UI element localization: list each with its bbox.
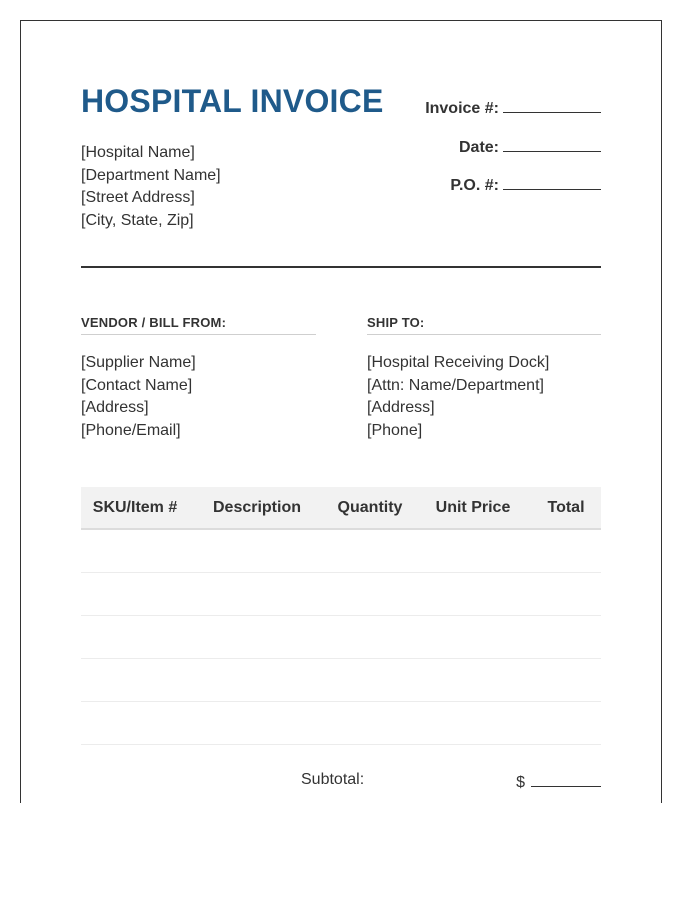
column-header-total: Total (531, 487, 601, 529)
table-cell[interactable] (325, 529, 415, 573)
ship-to-line: [Phone] (367, 421, 423, 439)
table-header-row (81, 487, 601, 529)
table-cell[interactable] (189, 529, 325, 573)
vendor-line: [Contact Name] (81, 376, 193, 394)
table-row (81, 616, 601, 659)
invoice-page (20, 20, 662, 803)
date-label: Date: (458, 138, 499, 156)
table-cell[interactable] (531, 616, 601, 659)
table-cell[interactable] (415, 659, 531, 702)
ship-to-line: [Address] (367, 399, 435, 416)
table-cell[interactable] (81, 616, 189, 659)
invoice-title: HOSPITAL INVOICE (81, 83, 384, 119)
po-number-label: P.O. #: (450, 177, 499, 194)
table-cell[interactable] (531, 659, 601, 702)
column-header-description: Description (189, 487, 325, 529)
department-name: [Department Name] (81, 166, 221, 184)
table-cell[interactable] (189, 702, 325, 745)
table-cell[interactable] (189, 616, 325, 659)
city-state-zip: [City, State, Zip] (81, 211, 194, 229)
column-header-quantity: Quantity (325, 487, 415, 529)
vendor-line: [Supplier Name] (81, 354, 196, 371)
currency-symbol: $ (516, 774, 525, 791)
invoice-number-label: Invoice #: (425, 100, 499, 117)
table-cell[interactable] (325, 702, 415, 745)
table-cell[interactable] (325, 573, 415, 616)
table-cell[interactable] (81, 659, 189, 702)
table-cell[interactable] (531, 529, 601, 573)
table-cell[interactable] (531, 573, 601, 616)
subtotal-value (516, 771, 601, 792)
invoice-number-row (361, 97, 601, 136)
table-cell[interactable] (81, 529, 189, 573)
table-cell[interactable] (325, 616, 415, 659)
header-divider (81, 266, 601, 268)
vendor-line: [Phone/Email] (81, 421, 181, 439)
table-cell[interactable] (81, 573, 189, 616)
line-items-table (81, 487, 601, 745)
date-row (361, 136, 601, 175)
street-address: [Street Address] (81, 189, 195, 206)
column-header-unit-price: Unit Price (415, 487, 531, 529)
table-row (81, 702, 601, 745)
table-cell[interactable] (189, 659, 325, 702)
table-cell[interactable] (415, 702, 531, 745)
table-cell[interactable] (531, 702, 601, 745)
table-cell[interactable] (81, 702, 189, 745)
date-blank[interactable] (503, 136, 601, 152)
vendor-line: [Address] (81, 399, 149, 416)
invoice-meta (361, 97, 601, 213)
hospital-address-block (81, 142, 221, 232)
ship-to-line: [Hospital Receiving Dock] (367, 354, 550, 371)
vendor-address (81, 352, 316, 442)
subtotal-label: Subtotal: (301, 771, 365, 788)
table-row (81, 573, 601, 616)
po-number-blank[interactable] (503, 174, 601, 190)
table-cell[interactable] (415, 616, 531, 659)
table-row (81, 529, 601, 573)
table-row (81, 659, 601, 702)
table-cell[interactable] (325, 659, 415, 702)
ship-to-line: [Attn: Name/Department] (367, 376, 544, 394)
vendor-heading: VENDOR / BILL FROM: (81, 315, 316, 335)
po-number-row (361, 174, 601, 213)
table-cell[interactable] (415, 573, 531, 616)
table-cell[interactable] (189, 573, 325, 616)
hospital-name: [Hospital Name] (81, 144, 195, 161)
ship-to-section (367, 315, 601, 442)
column-header-sku: SKU/Item # (81, 487, 189, 529)
vendor-section (81, 315, 316, 442)
ship-to-heading: SHIP TO: (367, 315, 601, 335)
ship-to-address (367, 352, 601, 442)
invoice-number-blank[interactable] (503, 97, 601, 113)
table-cell[interactable] (415, 529, 531, 573)
subtotal-blank[interactable] (531, 771, 601, 787)
